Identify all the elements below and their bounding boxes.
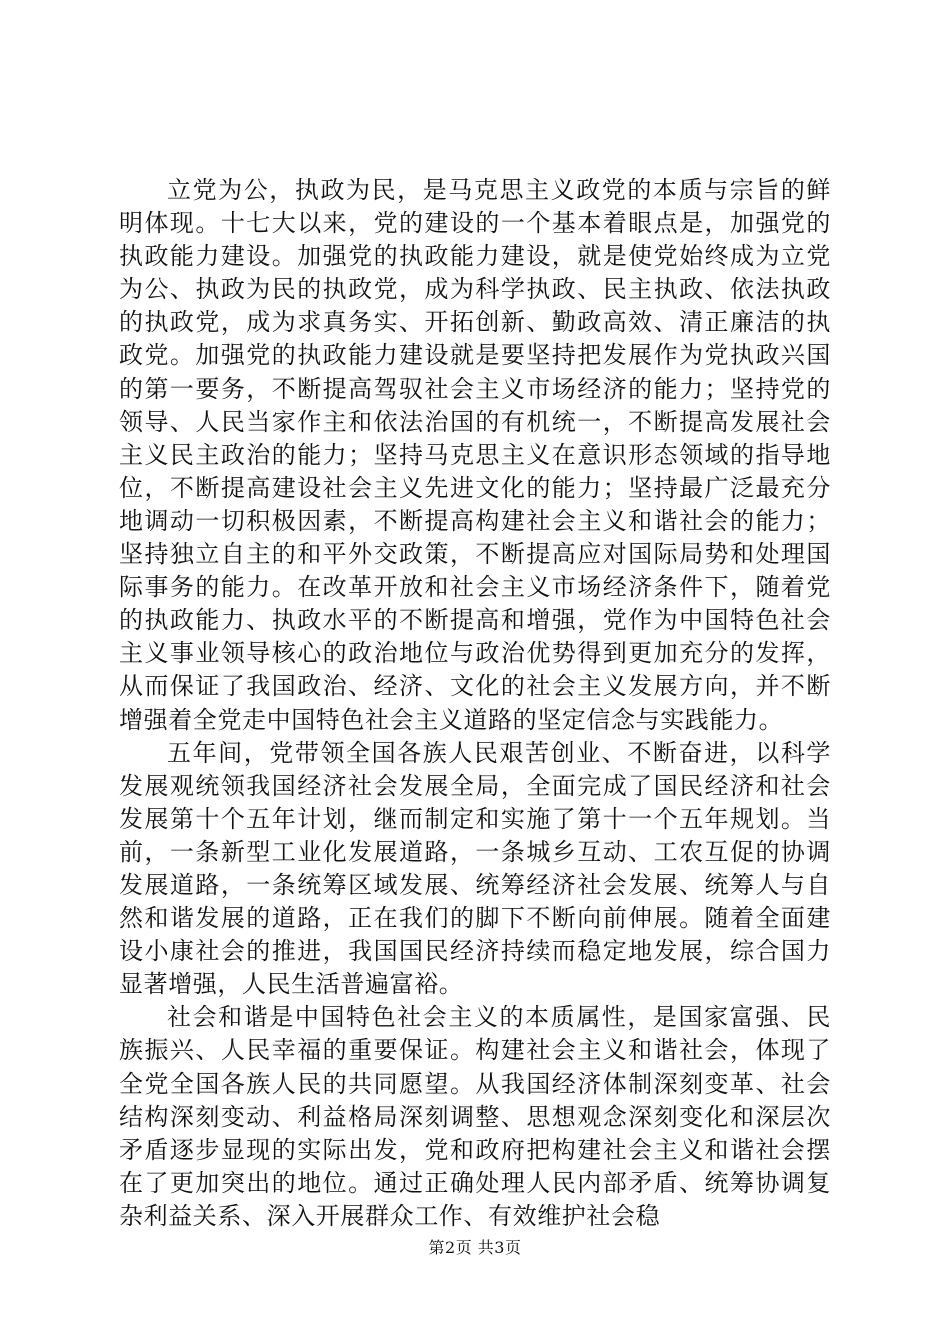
paragraph-1: 立党为公，执政为民，是马克思主义政党的本质与宗旨的鲜明体现。十七大以来，党的建设的一个基本着眼点是，加强党的执政能力建设。加强党的执政能力建设，就是使党始终成为立党为公、执政为民的执政党，成为科学执政、民主执政、依法执政的执政党，成为求真务实、开拓创新、勤政高效、清正廉洁的执政党。加强党的执政能力建设就是要坚持把发展作为党执政兴国的第一要务，不断提高驾驭社会主义市场经济的能力；坚持党的领导、人民当家作主和依法治国的有机统一，不断提高发展社会主义民主政治的能力；坚持马克思主义在意识形态领域的指导地位，不断提高建设社会主义先进文化的能力；坚持最广泛最充分地调动一切积极因素，不断提高构建社会主义和谐社会的能力；坚持独立自主的和平外交政策，不断提高应对国际局势和处理国际事务的能力。在改革开放和社会主义市场经济条件下，随着党的执政能力、执政水平的不断提高和增强，党作为中国特色社会主义事业领导核心的政治地位与政治优势得到更加充分的发挥，从而保证了我国政治、经济、文化的社会主义发展方向，并不断增强着全党走中国特色社会主义道路的坚定信念与实践能力。 [119,176,831,734]
paragraph-3: 社会和谐是中国特色社会主义的本质属性，是国家富强、民族振兴、人民幸福的重要保证。构建社会主义和谐社会，体现了全党全国各族人民的共同愿望。从我国经济体制深刻变革、社会结构深刻变动、利益格局深刻调整、思想观念深刻变化和深层次矛盾逐步显现的实际出发，党和政府把构建社会主义和谐社会摆在了更加突出的地位。通过正确处理人民内部矛盾、统筹协调复杂利益关系、深入开展群众工作、有效维护社会稳 [119,1003,831,1230]
document-body [119,174,831,1233]
page-number-footer: 第2页 共3页 [428,1238,522,1257]
paragraph-2: 五年间，党带领全国各族人民艰苦创业、不断奋进，以科学发展观统领我国经济社会发展全局，全面完成了国民经济和社会发展第十个五年计划，继而制定和实施了第十一个五年规划。当前，一条新型工业化发展道路，一条城乡互动、工农互促的协调发展道路，一条统筹区域发展、统筹经济社会发展、统筹人与自然和谐发展的道路，正在我们的脚下不断向前伸展。随着全面建设小康社会的推进，我国国民经济持续而稳定地发展，综合国力显著增强，人民生活普遍富裕。 [119,738,831,999]
